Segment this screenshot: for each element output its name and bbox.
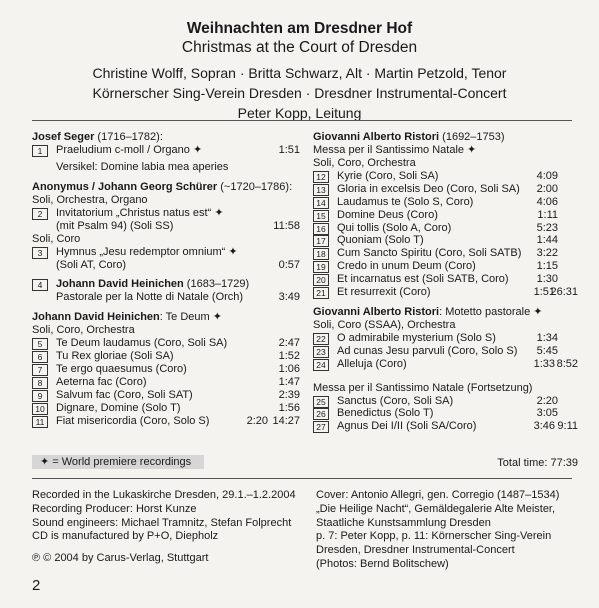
track-row-continued bbox=[32, 291, 300, 304]
track-duration: 1:56 bbox=[278, 401, 300, 414]
track-row bbox=[313, 273, 578, 286]
track-row bbox=[313, 196, 578, 209]
ensembles-line: Körnerscher Sing-Verein Dresden · Dresdner Instrumental-Concert bbox=[92, 85, 507, 101]
track-duration: 2:00 bbox=[536, 182, 558, 195]
work-title: Messa per il Santissimo Natale (Fortsetzung) bbox=[313, 381, 533, 394]
track-duration: 2:20 bbox=[536, 394, 558, 407]
composer-heading: Giovanni Alberto Ristori (1692–1753) bbox=[313, 131, 505, 143]
track-number: 1 bbox=[32, 145, 48, 157]
forces-note: Soli, Orchestra, Organo bbox=[32, 193, 148, 206]
performers-line: Christine Wolff, Sopran · Britta Schwarz, Alt · Martin Petzold, Tenor bbox=[92, 65, 507, 81]
track-title: Tu Rex gloriae (Soli SA) bbox=[56, 350, 174, 363]
forces-note: Soli, Coro, Orchestra bbox=[313, 157, 416, 169]
track-number: 26 bbox=[313, 408, 329, 420]
forces-note: Soli, Coro, Orchestra bbox=[32, 324, 135, 337]
track-title: O admirabile mysterium (Solo S) bbox=[337, 331, 496, 344]
track-title: Quoniam (Solo T) bbox=[337, 234, 424, 247]
credit-line: Sound engineers: Michael Tramnitz, Stefan Folprecht bbox=[32, 516, 292, 529]
track-row bbox=[313, 407, 578, 420]
track-subtitle: (mit Psalm 94) (Soli SS) bbox=[56, 219, 174, 232]
track-number: 4 bbox=[32, 279, 48, 291]
track-row bbox=[313, 183, 578, 196]
track-title: Benedictus (Solo T) bbox=[337, 407, 434, 420]
track-title: Alleluja (Coro) bbox=[337, 357, 407, 370]
track-number: 15 bbox=[313, 210, 329, 222]
track-row bbox=[313, 222, 578, 235]
credit-line: Staatliche Kunstsammlung Dresden bbox=[316, 516, 491, 529]
track-row-continued bbox=[32, 259, 300, 272]
track-duration: 1:06 bbox=[278, 363, 300, 376]
track-title: Cum Sancto Spiritu (Coro, Soli SATB) bbox=[337, 247, 522, 260]
track-number: 16 bbox=[313, 223, 329, 235]
track-duration: 2:47 bbox=[278, 337, 300, 350]
motetto-tracks bbox=[313, 332, 578, 371]
forces-note: Soli, Coro (SSAA), Orchestra bbox=[313, 318, 456, 331]
recording-credits bbox=[32, 489, 302, 544]
track-number: 6 bbox=[32, 351, 48, 363]
work-total-duration: 14:27 bbox=[272, 414, 300, 427]
forces-note: Soli, Coro bbox=[32, 232, 81, 245]
track-number: 22 bbox=[313, 333, 329, 345]
composer-heading: Johann David Heinichen: Te Deum ✦ bbox=[32, 311, 222, 324]
fortsetzung-tracks bbox=[313, 395, 578, 434]
track-row bbox=[313, 358, 578, 371]
track-number: 2 bbox=[32, 208, 48, 220]
track-title: Hymnus „Jesu redemptor omnium“ ✦ bbox=[56, 245, 238, 258]
track-duration: 1:51 bbox=[278, 144, 300, 156]
credits-divider bbox=[32, 478, 572, 479]
track-number: 21 bbox=[313, 287, 329, 299]
copyright: ℗ © 2004 by Carus-Verlag, Stuttgart bbox=[32, 552, 209, 564]
track-duration: 5:45 bbox=[536, 344, 558, 357]
track-duration: 2:39 bbox=[278, 388, 300, 401]
track-row bbox=[32, 144, 300, 157]
track-title: Sanctus (Coro, Soli SA) bbox=[337, 394, 454, 407]
track-duration: 1:33 bbox=[533, 357, 555, 370]
track-number: 18 bbox=[313, 248, 329, 260]
track-title: Gloria in excelsis Deo (Coro, Soli SA) bbox=[337, 182, 520, 195]
track-row bbox=[32, 389, 300, 402]
track-number: 3 bbox=[32, 247, 48, 259]
track-duration: 1:47 bbox=[278, 375, 300, 388]
track-duration: 1:44 bbox=[536, 234, 558, 247]
track-number: 9 bbox=[32, 390, 48, 402]
track-duration: 2:20 bbox=[246, 414, 268, 427]
track-number: 25 bbox=[313, 396, 329, 408]
track-row bbox=[32, 363, 300, 376]
header bbox=[0, 19, 599, 123]
track-subtitle: (Soli AT, Coro) bbox=[56, 258, 127, 271]
tracklist-right bbox=[313, 131, 578, 433]
album-title: Weihnachten am Dresdner Hof bbox=[186, 20, 413, 37]
track-row bbox=[32, 350, 300, 363]
credit-line: „Die Heilige Nacht“, Gemäldegalerie Alte Meister, bbox=[316, 502, 556, 515]
track-title: Fiat misericordia (Coro, Solo S) bbox=[56, 414, 210, 427]
track-title: Aeterna fac (Coro) bbox=[56, 375, 147, 388]
track-row bbox=[32, 337, 300, 350]
composer-heading: Giovanni Alberto Ristori: Motetto pastorale ✦ bbox=[313, 305, 543, 318]
album-subtitle: Christmas at the Court of Dresden bbox=[181, 39, 418, 56]
total-time: Total time: 77:39 bbox=[497, 457, 578, 469]
track-number: 24 bbox=[313, 359, 329, 371]
credit-line: CD is manufactured by P+O, Diepholz bbox=[32, 530, 219, 543]
track-row bbox=[313, 420, 578, 433]
work-title: Messa per il Santissimo Natale ✦ bbox=[313, 144, 477, 156]
track-title: Kyrie (Coro, Soli SA) bbox=[337, 170, 439, 182]
track-title: Laudamus te (Solo S, Coro) bbox=[337, 195, 474, 208]
track-duration: 1:15 bbox=[536, 260, 558, 273]
track-title: Te ergo quaesumus (Coro) bbox=[56, 363, 187, 376]
track-number: 13 bbox=[313, 184, 329, 196]
track-number: 11 bbox=[32, 416, 48, 428]
track-title: Pastorale per la Notte di Natale (Orch) bbox=[56, 291, 244, 304]
track-duration: 1:11 bbox=[537, 208, 558, 221]
track-title: Domine Deus (Coro) bbox=[337, 208, 438, 221]
track-duration: 0:57 bbox=[278, 258, 300, 271]
track-title: Te Deum laudamus (Coro, Soli SA) bbox=[56, 337, 228, 350]
track-title: Invitatorium „Christus natus est“ ✦ bbox=[56, 206, 224, 219]
track-duration: 1:52 bbox=[278, 350, 300, 363]
track-row bbox=[32, 402, 300, 415]
track-row bbox=[313, 395, 578, 408]
track-duration: 4:09 bbox=[536, 170, 558, 182]
track-duration: 4:06 bbox=[536, 195, 558, 208]
track-duration: 5:23 bbox=[536, 221, 558, 234]
track-title: Agnus Dei I/II (Soli SA/Coro) bbox=[337, 420, 477, 433]
track-duration: 3:22 bbox=[536, 247, 558, 260]
track-duration: 11:58 bbox=[273, 219, 300, 232]
track-duration: 1:34 bbox=[536, 331, 558, 344]
track-number: 5 bbox=[32, 338, 48, 350]
track-row bbox=[313, 170, 578, 183]
conductor-line: Peter Kopp, Leitung bbox=[237, 105, 362, 121]
track-duration: 3:49 bbox=[278, 291, 300, 304]
track-number: 27 bbox=[313, 421, 329, 433]
header-divider bbox=[32, 120, 572, 121]
track-duration: 1:51 bbox=[533, 286, 555, 299]
track-duration: 3:46 bbox=[533, 420, 555, 433]
track-number: 12 bbox=[313, 171, 329, 183]
track-number: 19 bbox=[313, 261, 329, 273]
track-title: Credo in unum Deum (Coro) bbox=[337, 260, 476, 273]
credit-line: (Photos: Bernd Bolitschew) bbox=[316, 557, 449, 570]
te-deum-tracks bbox=[32, 337, 300, 427]
page-number: 2 bbox=[32, 577, 41, 594]
track-row bbox=[32, 415, 300, 428]
track-title: Et incarnatus est (Soli SATB, Coro) bbox=[337, 273, 509, 286]
composer-heading: Johann David Heinichen (1683–1729) bbox=[56, 278, 250, 291]
track-number: 23 bbox=[313, 346, 329, 358]
track-duration: 3:05 bbox=[536, 407, 558, 420]
credit-line: Cover: Antonio Allegri, gen. Corregio (1487–1534) bbox=[316, 489, 560, 501]
track-title: Dignare, Domine (Solo T) bbox=[56, 401, 181, 414]
track-row bbox=[32, 376, 300, 389]
credit-line: Recording Producer: Horst Kunze bbox=[32, 502, 197, 515]
track-title: Praeludium c-moll / Organo ✦ bbox=[56, 144, 203, 156]
track-row bbox=[313, 247, 578, 260]
credit-line: Recorded in the Lukaskirche Dresden, 29.1.–1.2.2004 bbox=[32, 489, 296, 501]
cover-credits bbox=[316, 489, 586, 572]
track-row bbox=[32, 207, 300, 220]
versikel-note: Versikel: Domine labia mea aperies bbox=[56, 160, 229, 173]
track-title: Et resurrexit (Coro) bbox=[337, 286, 431, 299]
track-row-continued bbox=[32, 220, 300, 233]
track-duration: 1:30 bbox=[536, 273, 558, 286]
work-total-duration: 9:11 bbox=[557, 420, 578, 433]
track-row bbox=[32, 246, 300, 259]
track-title: Salvum fac (Coro, Soli SAT) bbox=[56, 388, 193, 401]
track-row bbox=[313, 332, 578, 345]
track-row bbox=[313, 286, 578, 299]
composer-heading: Anonymus / Johann Georg Schürer (~1720–1786): bbox=[32, 180, 293, 193]
track-number: 8 bbox=[32, 377, 48, 389]
track-title: Qui tollis (Solo A, Coro) bbox=[337, 221, 452, 234]
track-number: 14 bbox=[313, 197, 329, 209]
work-total-duration: 26:31 bbox=[550, 286, 578, 299]
credit-line: Dresden, Dresdner Instrumental-Concert bbox=[316, 544, 515, 557]
messa-tracks bbox=[313, 170, 578, 299]
track-row bbox=[313, 260, 578, 273]
premiere-legend: ✦ = World premiere recordings bbox=[32, 455, 204, 469]
track-title: Ad cunas Jesu parvuli (Coro, Solo S) bbox=[337, 344, 518, 357]
track-number: 10 bbox=[32, 403, 48, 415]
track-row bbox=[313, 209, 578, 222]
tracklist-left bbox=[32, 131, 300, 427]
track-number: 7 bbox=[32, 364, 48, 376]
track-row bbox=[32, 278, 300, 291]
track-number: 17 bbox=[313, 235, 329, 247]
track-row bbox=[313, 234, 578, 247]
track-row bbox=[313, 345, 578, 358]
composer-heading: Josef Seger (1716–1782): bbox=[32, 131, 163, 143]
track-number: 20 bbox=[313, 274, 329, 286]
credit-line: p. 7: Peter Kopp, p. 11: Körnerscher Sing-Verein bbox=[316, 530, 552, 543]
work-total-duration: 8:52 bbox=[556, 357, 578, 370]
